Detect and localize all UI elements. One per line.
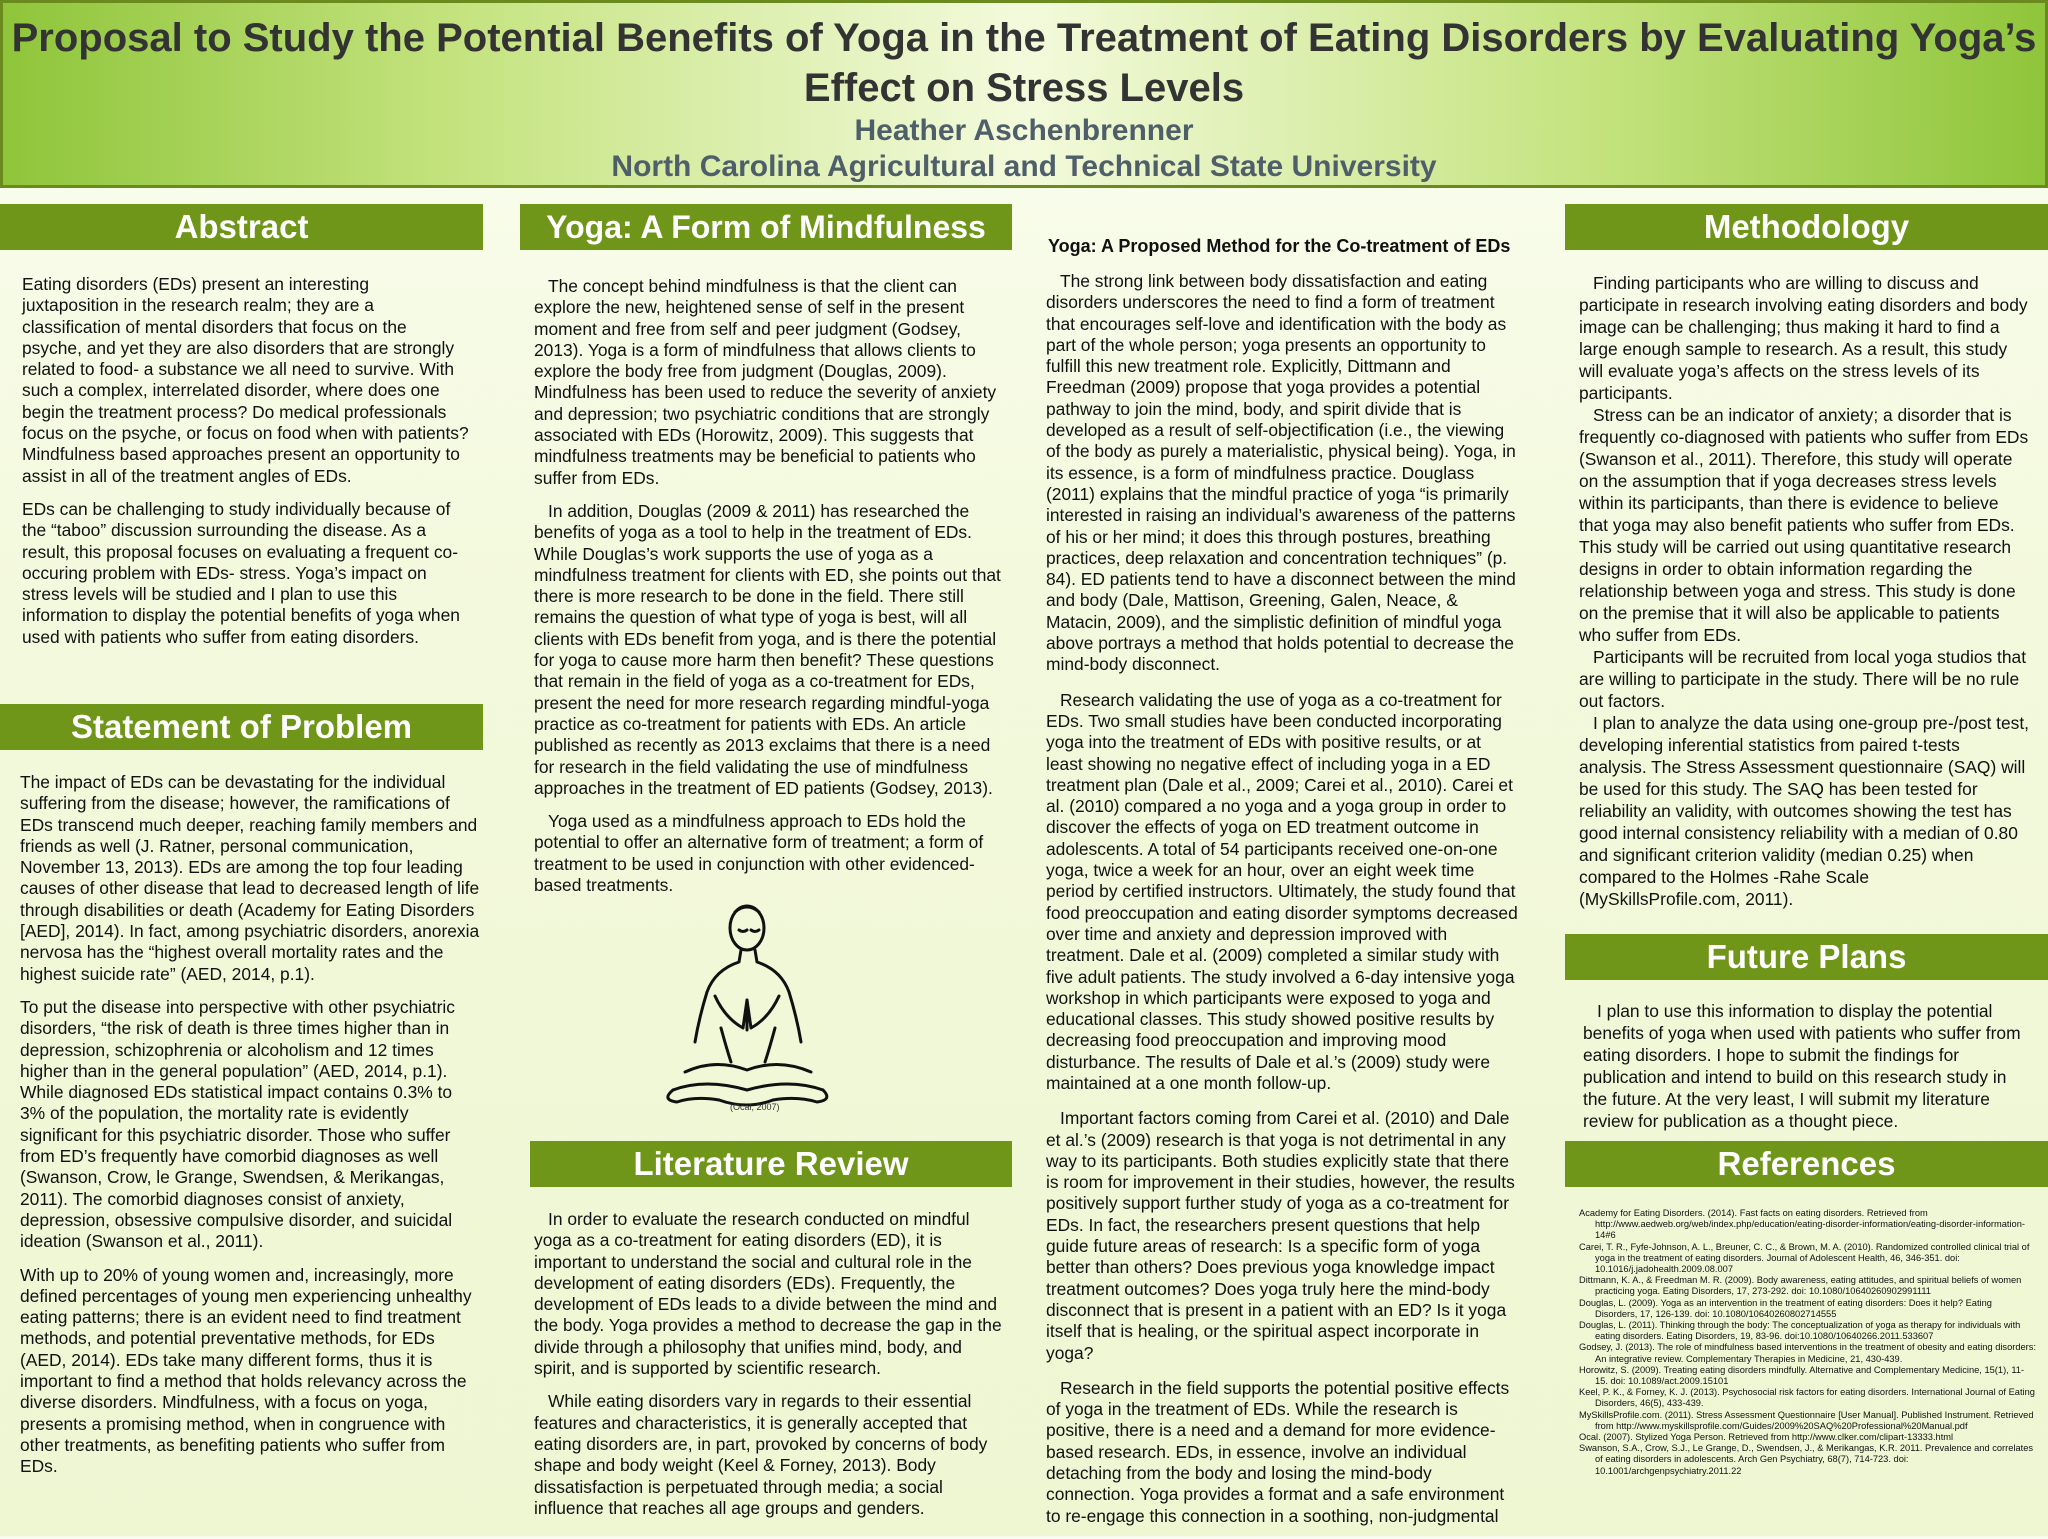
- image-credit: (Ocal, 2007): [730, 1102, 780, 1112]
- yoga-person-illustration: [655, 900, 835, 1115]
- university-name: North Carolina Agricultural and Technical State University: [611, 150, 1437, 183]
- methodology-paragraph: Participants will be recruited from local yoga studios that are willing to participate in the study. There will be no rule out factors.: [1579, 647, 2027, 711]
- future-plans-body: [1565, 1000, 2048, 1144]
- proposed-paragraph: Research in the field supports the potential positive effects of yoga in the treatment of EDs. While the research is positive, there is a need and a demand for more evidence-based research. EDs, in essence, involve an individual detaching from the body and losing the mind-body connection. Yoga provides a format and a safe environment to re-engage this connection in a soothing, non-judgmental: [1046, 1377, 1510, 1526]
- reference-item: Horowitz, S. (2009). Treating eating disorders mindfully. Alternative and Complementary Medicine, 15(1), 11-15. doi: 10.1089/act.2009.15101: [1579, 1364, 2025, 1387]
- mindfulness-paragraph: Yoga used as a mindfulness approach to EDs hold the potential to offer an alternative form of treatment; a form of treatment to be used in conjunction with other evidenced-based treatments.: [534, 811, 984, 896]
- problem-body: [0, 772, 480, 1490]
- abstract-body: [0, 274, 483, 648]
- proposed-paragraph: The strong link between body dissatisfaction and eating disorders underscores the need to find a form of treatment that encourages self-love and identification with the body as part of the whole person; yoga presents an opportunity to fulfill this new treatment role. Explicitly, Dittmann and Freedman (2009) propose that yoga provides a potential pathway to join the mind, body, and spirit divide that is developed as a result of self-objectification (i.e., the viewing of the body as purely a materialistic, physical being). Yoga, in its essence, is a form of mindfulness practice. Douglass (2011) explains that the mindful practice of yoga “is primarily interested in raising an individual’s awareness of the patterns of his or her mind; it does this through postures, breathing practices, deep relaxation and concentration techniques” (p. 84). ED patients tend to have a disconnect between the mind and body (Dale, Mattison, Greening, Galen, Neace, & Matacin, 2009), and the simplistic definition of mindful yoga above portrays a method that holds potential to decrease the mind-body disconnect.: [1046, 271, 1516, 675]
- methodology-paragraph: I plan to analyze the data using one-group pre-/post test, developing inferential statistics from paired t-tests analysis. The Stress Assessment questionnaire (SAQ) will be used for this study. The SAQ has been tested for reliability an validity, with outcomes showing the test has good internal consistency reliability with a median of 0.80 and significant criterion validity (median 0.25) when compared to the Holmes -Rahe Scale (MySkillsProfile.com, 2011).: [1579, 713, 2030, 909]
- problem-paragraph: With up to 20% of young women and, increasingly, more defined percentages of young men experiencing unhealthy eating patterns; there is an evident need to find treatment methods, and potential preventative methods, for EDs (AED, 2014). EDs take many different forms, thus it is important to find a method that holds relevancy across the diverse disorders. Mindfulness, with a focus on yoga, presents a promising method, when in congruence with other treatments, as benefiting patients who suffer from EDs.: [20, 1264, 472, 1477]
- future-plans-paragraph: I plan to use this information to display the potential benefits of yoga when used with patients who suffer from eating disorders. I hope to submit the findings for publication and intend to build on this research study in the future. At the very least, I will submit my literature review for publication as a thought piece.: [1583, 1001, 2021, 1131]
- reference-item: Ocal. (2007). Stylized Yoga Person. Retrieved from http://www.clker.com/clipart-13333.html: [1579, 1432, 1954, 1443]
- reference-item: MySkillsProfile.com. (2011). Stress Assessment Questionnaire [User Manual]. Published Instrument. Retrieved from http://www.myskillsprofile.com/Guides/2009%20SAQ%20Professional%20Manual.pdf: [1579, 1409, 2034, 1431]
- abstract-paragraph: EDs can be challenging to study individually because of the “taboo” discussion surrounding the disease. As a result, this proposal focuses on evaluating a frequent co-occuring problem with EDs- stress. Yoga’s impact on stress levels will be studied and I plan to use this information to display the potential benefits of yoga when used with patients who suffer from eating disorders.: [22, 498, 460, 647]
- literature-paragraph: While eating disorders vary in regards to their essential features and characteristics, it is generally accepted that eating disorders are, in part, provoked by concerns of body shape and body weight (Keel & Forney, 2013). Body dissatisfaction is perpetuated through media; a social influence that reaches all age groups and genders.: [534, 1391, 988, 1518]
- mindfulness-paragraph: The concept behind mindfulness is that the client can explore the new, heightened sense of self in the present moment and free from self and peer judgment (Godsey, 2013). Yoga is a form of mindfulness that allows clients to explore the body free from judgment (Douglas, 2009). Mindfulness has been used to reduce the severity of anxiety and depression; two psychiatric conditions that are strongly associated with EDs (Horowitz, 2009). This suggests that mindfulness treatments may be beneficial to patients who suffer from EDs.: [534, 276, 997, 488]
- reference-item: Dittmann, K. A., & Freedman M. R. (2009). Body awareness, eating attitudes, and spiritual beliefs of women practicing yoga. Eating Disorders, 17, 273-292. doi: 10.1080/10640260902991111: [1579, 1275, 2022, 1297]
- references-heading: References: [1565, 1141, 2048, 1187]
- column-center-right: [1030, 236, 1530, 1539]
- reference-item: Keel, P. K., & Forney, K. J. (2013). Psychosocial risk factors for eating disorders. International Journal of Eating Disorders, 46(5), 433-439.: [1579, 1387, 2035, 1409]
- reference-item: Douglas, L. (2011). Thinking through the body: The conceptualization of yoga as therapy for individuals with eating disorders. Eating Disorders, 19, 83-96. doi:10.1080/10640266.2011.533607: [1579, 1320, 2021, 1342]
- poster-header: [0, 0, 2048, 188]
- methodology-heading: Methodology: [1565, 204, 2048, 250]
- reference-item: Swanson, S.A., Crow, S.J., Le Grange, D., Swendsen, J., & Merikangas, K.R. 2011. Prevalence and correlates of eating disorders in adolescents. Arch Gen Psychiatry, 68(7), 714-723. doi: 10.1001/archgenpsychiatry.2011.22: [1579, 1443, 2034, 1476]
- problem-heading: Statement of Problem: [0, 704, 483, 750]
- abstract-paragraph: Eating disorders (EDs) present an interesting juxtaposition in the research realm; they are a classification of mental disorders that focus on the psyche, and yet they are also disorders that are strongly related to food- a substance we all need to survive. With such a complex, interrelated disorder, where does one begin the treatment process? Do medical professionals focus on the psyche, or focus on food when with patients? Mindfulness based approaches present an opportunity to assist in all of the treatment angles of EDs.: [22, 274, 469, 486]
- methodology-paragraph: Stress can be an indicator of anxiety; a disorder that is frequently co-diagnosed with patients who suffer from EDs (Swanson et al., 2011). Therefore, this study will operate on the assumption that if yoga decreases stress levels within its participants, than there is evidence to believe that yoga may also benefit patients who suffer from EDs. This study will be carried out using quantitative research designs in order to obtain information regarding the relationship between yoga and stress. This study is done on the premise that it will also be applicable to patients who suffer from EDs.: [1579, 405, 2029, 645]
- author-name: Heather Aschenbrenner: [854, 114, 1194, 147]
- literature-heading: Literature Review: [530, 1141, 1012, 1187]
- abstract-heading: Abstract: [0, 204, 483, 250]
- problem-paragraph: The impact of EDs can be devastating for the individual suffering from the disease; however, the ramifications of EDs transcend much deeper, reaching family members and friends as well (J. Ratner, personal communication, November 13, 2013). EDs are among the top four leading causes of other disease that lead to decreased length of life through disabilities or death (Academy for Eating Disorders [AED], 2014). In fact, among psychiatric disorders, anorexia nervosa has the “highest overall mortality rates and the highest suicide rate” (AED, 2014, p.1).: [20, 772, 480, 984]
- proposed-body: [1030, 271, 1530, 1527]
- mindfulness-body: [520, 276, 1012, 896]
- column-right: [1565, 204, 2048, 1476]
- methodology-paragraph: Finding participants who are willing to discuss and participate in research involving eating disorders and body image can be challenging; thus making it hard to find a large enough sample to research. As a result, this study will evaluate yoga’s affects on the stress levels of its participants.: [1579, 273, 2028, 403]
- reference-item: Douglas, L. (2009). Yoga as an intervention in the treatment of eating disorders: Does it help? Eating Disorders, 17, 126-139. doi: 10.1080/10640260802714555: [1579, 1297, 1992, 1319]
- problem-paragraph: To put the disease into perspective with other psychiatric disorders, “the risk of death is three times higher than in depression, schizophrenia or alcoholism and 12 times higher than in the general population” (AED, 2014, p.1). While diagnosed EDs statistical impact contains 0.3% to 3% of the population, the mortality rate is evidently significant for this psychiatric disorder. Those who suffer from ED’s frequently have comorbid diagnoses as well (Swanson, Crow, le Grange, Swendsen, & Merikangas, 2011). The comorbid diagnoses consist of anxiety, depression, obsessive compulsive disorder, and suicidal ideation (Swanson et al., 2011).: [20, 996, 455, 1252]
- reference-item: Academy for Eating Disorders. (2014). Fast facts on eating disorders. Retrieved from http://www.aedweb.org/web/index.php/education/eating-disorder-information/eating-disorder-information-14#6: [1579, 1208, 2025, 1241]
- poster-title: Proposal to Study the Potential Benefits of Yoga in the Treatment of Eating Disorders by Evaluating Yoga’s Effect on Stress Levels: [11, 16, 2037, 110]
- methodology-body: [1565, 272, 2048, 910]
- proposed-paragraph: Important factors coming from Carei et al. (2010) and Dale et al.’s (2009) research is that yoga is not detrimental in any way to its participants. Both studies explicitly state that there is room for improvement in their studies, however, the results positively support further study of yoga as a co-treatment for EDs. In fact, the researchers present questions that help guide future areas of research: Is a specific form of yoga better than others? Does previous yoga knowledge impact treatment outcomes? Does yoga truly here the mind-body disconnect that is present in a patient with an ED? Is it yoga itself that is healing, or the spiritual aspect incorporate in yoga?: [1046, 1108, 1515, 1363]
- column-left: [0, 204, 483, 1477]
- mindfulness-paragraph: In addition, Douglas (2009 & 2011) has researched the benefits of yoga as a tool to help in the treatment of EDs. While Douglas’s work supports the use of yoga as a mindfulness treatment for clients with ED, she points out that there is more research to be done in the field. There still remains the question of what type of yoga is best, will all clients with EDs benefit from yoga, and is there the potential for yoga to cause more harm then benefit? These questions that remain in the field of yoga as a co-treatment for EDs, present the need for more research regarding mindful-yoga practice as co-treatment for patients with EDs. An article published as recently as 2013 exclaims that there is a need for research in the field validating the use of mindfulness approaches in the treatment of ED patients (Godsey, 2013).: [534, 500, 1001, 798]
- mindfulness-heading: Yoga: A Form of Mindfulness: [520, 204, 1012, 250]
- proposed-heading: Yoga: A Proposed Method for the Co-treatment of EDs: [1048, 236, 1511, 256]
- references-list: [1565, 1208, 2048, 1477]
- reference-item: Carei, T. R., Fyfe-Johnson, A. L., Breuner, C. C., & Brown, M. A. (2010). Randomized controlled clinical trial of yoga in the treatment of eating disorders. Journal of Adolescent Health, 46, 346-351. doi: 10.1016/j.jadohealth.2009.08.007: [1579, 1241, 2030, 1275]
- future-plans-heading: Future Plans: [1565, 934, 2048, 980]
- reference-item: Godsey, J. (2013). The role of mindfulness based interventions in the treatment of obesity and eating disorders: An integrative review. Complementary Therapies in Medicine, 21, 430-439.: [1579, 1342, 2037, 1364]
- literature-body: [520, 1209, 1012, 1531]
- proposed-paragraph: Research validating the use of yoga as a co-treatment for EDs. Two small studies have been conducted incorporating yoga into the treatment of EDs with positive results, or at least showing no negative effect of including yoga in a ED treatment plan (Dale et al., 2009; Carei et al., 2010). Carei et al. (2010) compared a no yoga and a yoga group in order to discover the effects of yoga on ED treatment outcome in adolescents. A total of 54 participants received one-on-one yoga, twice a week for an hour, over an eight week time period by certified instructors. Ultimately, the study found that food preoccupation and eating disorder symptoms decreased over time and anxiety and depression improved with treatment. Dale et al. (2009) completed a similar study with five adult patients. The study involved a 6-day intensive yoga workshop in which participants were exposed to yoga and educational classes. This study showed positive results by decreasing food preoccupation and improving mood disturbance. The results of Dale et al.’s (2009) study were maintained at a one month follow-up.: [1046, 689, 1518, 1093]
- literature-paragraph: In order to evaluate the research conducted on mindful yoga as a co-treatment for eating disorders (ED), it is important to understand the social and cultural role in the development of eating disorders (EDs). Frequently, the development of EDs leads to a divide between the mind and the body. Yoga provides a method to decrease the gap in the divide through a philosophy that unifies mind, body, and spirit, and is supported by scientific research.: [534, 1209, 1002, 1379]
